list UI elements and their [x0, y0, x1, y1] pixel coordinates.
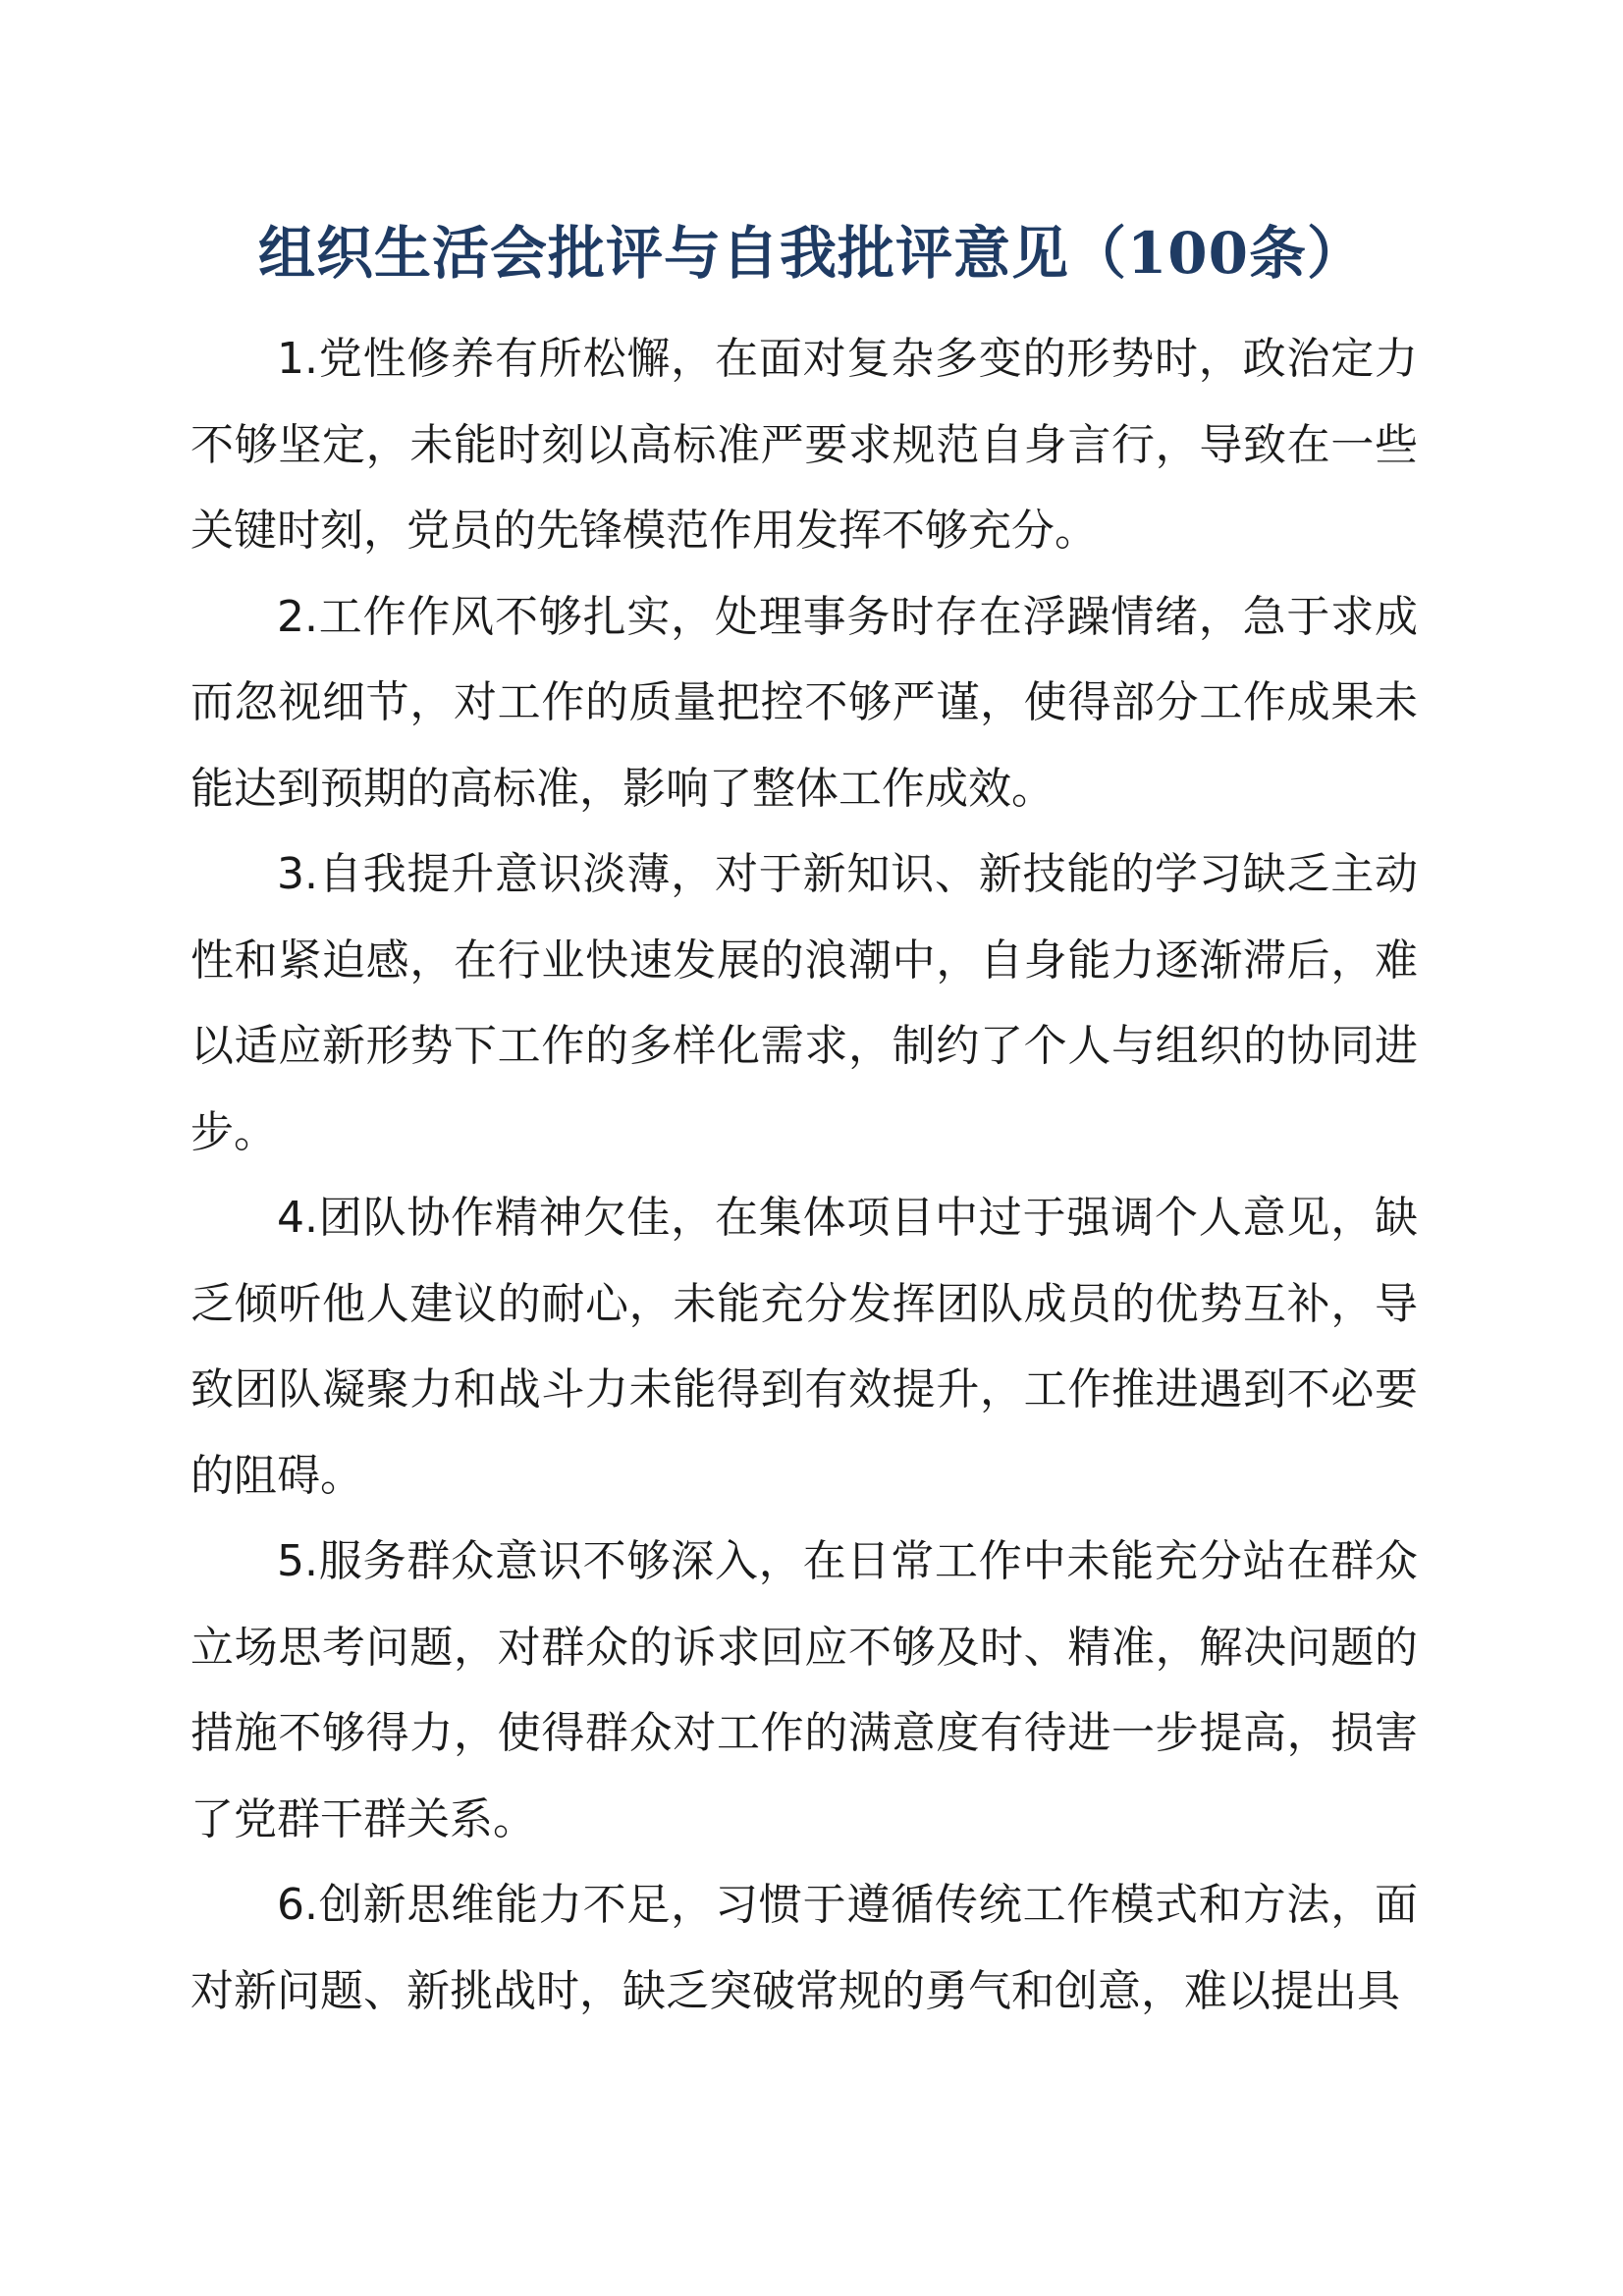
list-item: 4.团队协作精神欠佳，在集体项目中过于强调个人意见，缺乏倾听他人建议的耐心，未能充分发挥团队成员的优势互补，导致团队凝聚力和战斗力未能得到有效提升，工作推进遇到不必要的阻碍。 [190, 1193, 1418, 1501]
list-item: 2.工作作风不够扎实，处理事务时存在浮躁情绪，急于求成而忽视细节，对工作的质量把控不够严谨，使得部分工作成果未能达到预期的高标准，影响了整体工作成效。 [190, 591, 1418, 814]
document-body [190, 316, 1418, 2034]
list-item: 3.自我提升意识淡薄，对于新知识、新技能的学习缺乏主动性和紧迫感，在行业快速发展的浪潮中，自身能力逐渐滞后，难以适应新形势下工作的多样化需求，制约了个人与组织的协同进步。 [190, 849, 1418, 1157]
list-item: 5.服务群众意识不够深入，在日常工作中未能充分站在群众立场思考问题，对群众的诉求回应不够及时、精准，解决问题的措施不够得力，使得群众对工作的满意度有待进一步提高，损害了党群干群关系。 [190, 1536, 1418, 1844]
list-item: 1.党性修养有所松懈，在面对复杂多变的形势时，政治定力不够坚定，未能时刻以高标准严要求规范自身言行，导致在一些关键时刻，党员的先锋模范作用发挥不够充分。 [190, 334, 1418, 556]
list-item: 6.创新思维能力不足，习惯于遵循传统工作模式和方法，面对新问题、新挑战时，缺乏突破常规的勇气和创意，难以提出具 [190, 1880, 1418, 2016]
document-title: 组织生活会批评与自我批评意见（100条） [257, 220, 1366, 287]
